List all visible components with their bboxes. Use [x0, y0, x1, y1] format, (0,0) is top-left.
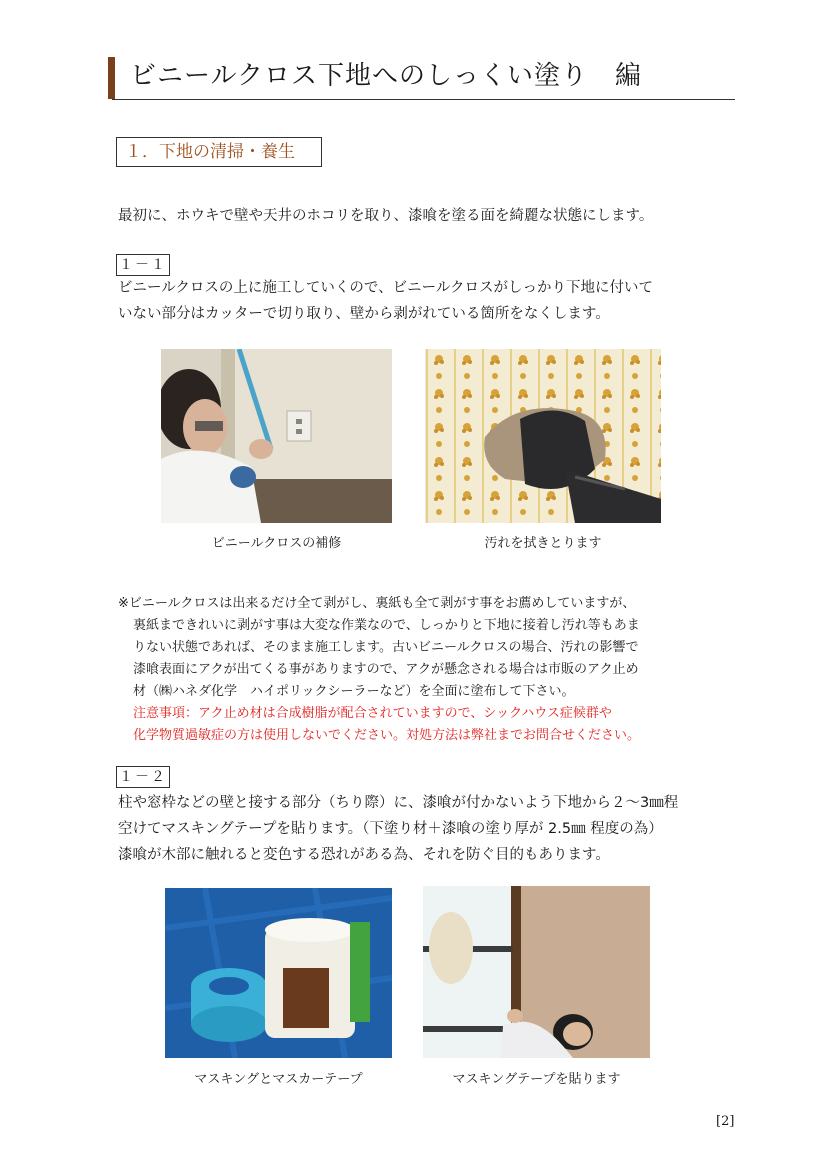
- intro-text: 最初に、ホウキで壁や天井のホコリを取り、漆喰を塗る面を綺麗な状態にします。: [118, 208, 654, 224]
- title-accent-bar: [108, 57, 115, 99]
- caption-applying-tape: マスキングテープを貼ります: [452, 1072, 621, 1087]
- caption-masking-tape: マスキングとマスカーテープ: [194, 1072, 363, 1087]
- photo-vinyl-repair: [161, 349, 392, 523]
- note-line-5: 材（㈱ハネダ化学 ハイポリックシーラーなど）を全面に塗布して下さい。: [133, 684, 575, 699]
- step-label-1-2: １－２: [116, 766, 170, 788]
- warning-line-1: 注意事項：アク止め材は合成樹脂が配合されていますので、シックハウス症候群や: [133, 706, 612, 721]
- step1-line-1: ビニールクロスの上に施工していくので、ビニールクロスがしっかり下地に付いて: [118, 280, 654, 296]
- photo-applying-tape: [423, 886, 650, 1058]
- step2-line-3: 漆喰が木部に触れると変色する恐れがある為、それを防ぐ目的もあります。: [118, 847, 610, 863]
- step-label-1-1: １－１: [116, 254, 170, 276]
- step1-line-2: いない部分はカッターで切り取り、壁から剥がれている箇所をなくします。: [118, 306, 610, 322]
- caption-vinyl-repair: ビニールクロスの補修: [211, 536, 342, 551]
- note-line-3: りない状態であれば、そのまま施工します。古いビニールクロスの場合、汚れの影響で: [133, 640, 639, 655]
- page-number: [2]: [716, 1114, 735, 1129]
- photo-masking-tape: [165, 888, 392, 1058]
- page-title: ビニールクロス下地へのしっくい塗り 編: [130, 61, 642, 91]
- warning-line-2: 化学物質過敏症の方は使用しないでください。対処方法は弊社までお問合せください。: [133, 728, 641, 743]
- caption-wiping-dirt: 汚れを拭きとります: [484, 536, 602, 551]
- note-line-2: 裏紙まできれいに剥がす事は大変な作業なので、しっかりと下地に接着し汚れ等もあま: [133, 618, 640, 633]
- step2-line-2: 空けてマスキングテープを貼ります。（下塗り材＋漆喰の塗り厚が 2.5㎜ 程度の為）: [118, 821, 663, 837]
- note-line-1: ※ビニールクロスは出来るだけ全て剥がし、裏紙も全て剥がす事をお薦めしていますが、: [118, 596, 636, 611]
- title-underline: [112, 99, 735, 100]
- step2-line-1: 柱や窓枠などの壁と接する部分（ちり際）に、漆喰が付かないよう下地から２～3㎜程: [118, 795, 679, 811]
- photo-wiping-dirt: [425, 349, 661, 523]
- note-line-4: 漆喰表面にアクが出てくる事がありますので、アクが懸念される場合は市販のアク止め: [133, 662, 639, 677]
- section-heading: １．下地の清掃・養生: [116, 137, 322, 167]
